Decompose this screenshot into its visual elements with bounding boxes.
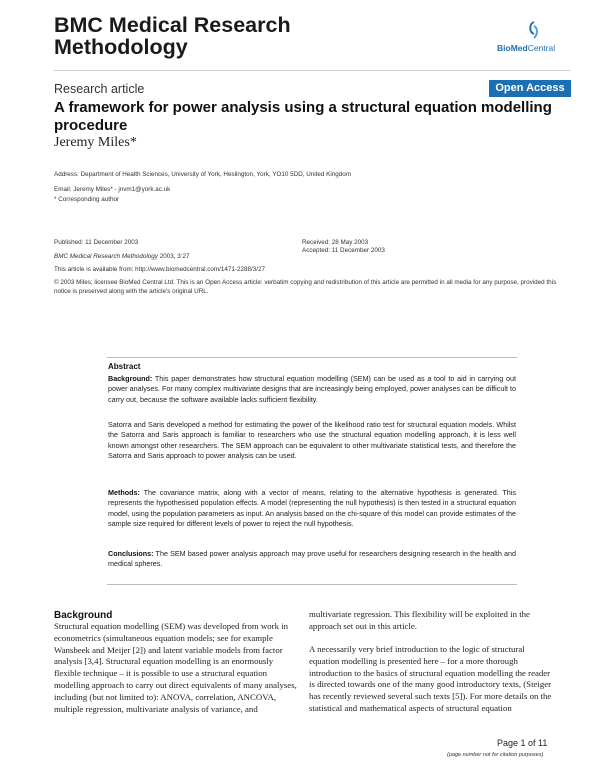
abstract-methods-label: Methods: [108,488,140,497]
publisher-logo[interactable] [497,20,569,54]
background-heading: Background [54,610,113,621]
abstract-paragraph-2: Satorra and Saris developed a method for estimating the power of the likelihood ratio test for structural equation models. Whilst the Satorra and Saris approach is familiar to researchers who use the structural equation modelling approach, it is less well known amongst other researchers. The SEM approach can be equivalent to other multivariate statistical tests, and therefore the Satorra and Saris approach to power analysis can be used. [108,420,516,460]
copyright-notice: © 2003 Miles; licensee BioMed Central Ltd. This is an Open Access article: verbatim copying and redistribution of this article are permitted in all media for any purpose, provided this notice is preserved along with the article's original URL. [54,279,557,295]
logo-biomed: BioMed [497,43,528,53]
author-email[interactable]: Email: Jeremy Miles* - jnvm1@york.ac.uk [54,186,171,193]
abstract-methods-text: The covariance matrix, along with a vector of means, relating to the alternative hypothesis is generated. This represents the hypothesised population effects. A model (representing the null hypothesis) is then tested in a structural equation model, using the population parameters as input. An analysis based on the chi-square of this model can provide estimates of the sample size required for different levels of power to reject the null hypothesis. [108,488,516,528]
accepted-date: Accepted: 11 December 2003 [302,247,385,254]
article-type: Research article [54,82,145,96]
article-title: A framework for power analysis using a structural equation modelling procedure [54,99,552,134]
abstract-heading: Abstract [108,362,141,371]
abstract-background [108,374,516,405]
abstract-conclusions-text: The SEM based power analysis approach may prove useful for researchers designing research in the health and medical spheres. [108,549,516,569]
body-left-column: Structural equation modelling (SEM) was developed from work in econometrics (simultaneous equation models; see for example Wansbeek and Meijer [2]) and latent variable models from factor analysis [3,4]. Structural equation modelling is an enormously flexible technique – it is possible to use a structural equation modelling approach to carry out direct equivalents of many analyses, including (but not limited to): ANOVA, correlation, ANCOVA, multiple regression, multivariate analysis of variance, and [54,621,297,714]
page-number: Page 1 of 11 [497,738,548,748]
received-date: Received: 28 May 2003 [302,239,369,246]
abstract-conclusions-label: Conclusions: [108,549,154,558]
citation-volume: 2003, 3:27 [157,253,190,260]
article-url[interactable]: This article is available from: http://www.biomedcentral.com/1471-2288/3/27 [54,266,266,273]
page-number-note: (page number not for citation purposes) [447,752,544,758]
abstract-conclusions [108,549,516,570]
abstract-background-label: Background: [108,374,153,383]
citation-journal: BMC Medical Research Methodology [54,253,158,260]
logo-central: Central [527,43,556,53]
logo-text [497,43,555,53]
abstract-divider-top [107,357,517,358]
body-right-paragraph-2: A necessarily very brief introduction to the logic of structural equation modelling is presented here – for a more thorough introduction to the basics of structural equation modelling the reader is directed towards one of the many good introductory texts, (Steiger has recently reviewed several such texts [5]). For more details on the statistical and mathematical aspects of structural equation [309,644,552,713]
body-right-paragraph-1: multivariate regression. This flexibility will be exploited in the approach set out in this article. [309,609,530,631]
author-address: Address: Department of Health Sciences, University of York, Heslington, York, YO10 5DD, United Kingdom [54,171,352,178]
citation [54,252,189,261]
abstract-background-text: This paper demonstrates how structural equation modelling (SEM) can be used as a tool to aid in carrying out power analyses. For many complex multivariate designs that are increasingly being employed, power analyses can be difficult to carry out, because the software available lacks sufficient flexibility. [108,374,516,404]
abstract-methods [108,488,516,529]
published-date: Published: 11 December 2003 [54,239,139,246]
open-access-badge[interactable]: Open Access [489,80,571,97]
author-name[interactable]: Jeremy Miles* [54,135,137,150]
journal-title: BMC Medical Research Methodology [54,13,291,59]
corresponding-note: * Corresponding author [54,196,120,203]
header-divider [54,70,570,71]
biomed-central-logo-icon [526,20,542,40]
abstract-divider-bottom [107,584,517,585]
